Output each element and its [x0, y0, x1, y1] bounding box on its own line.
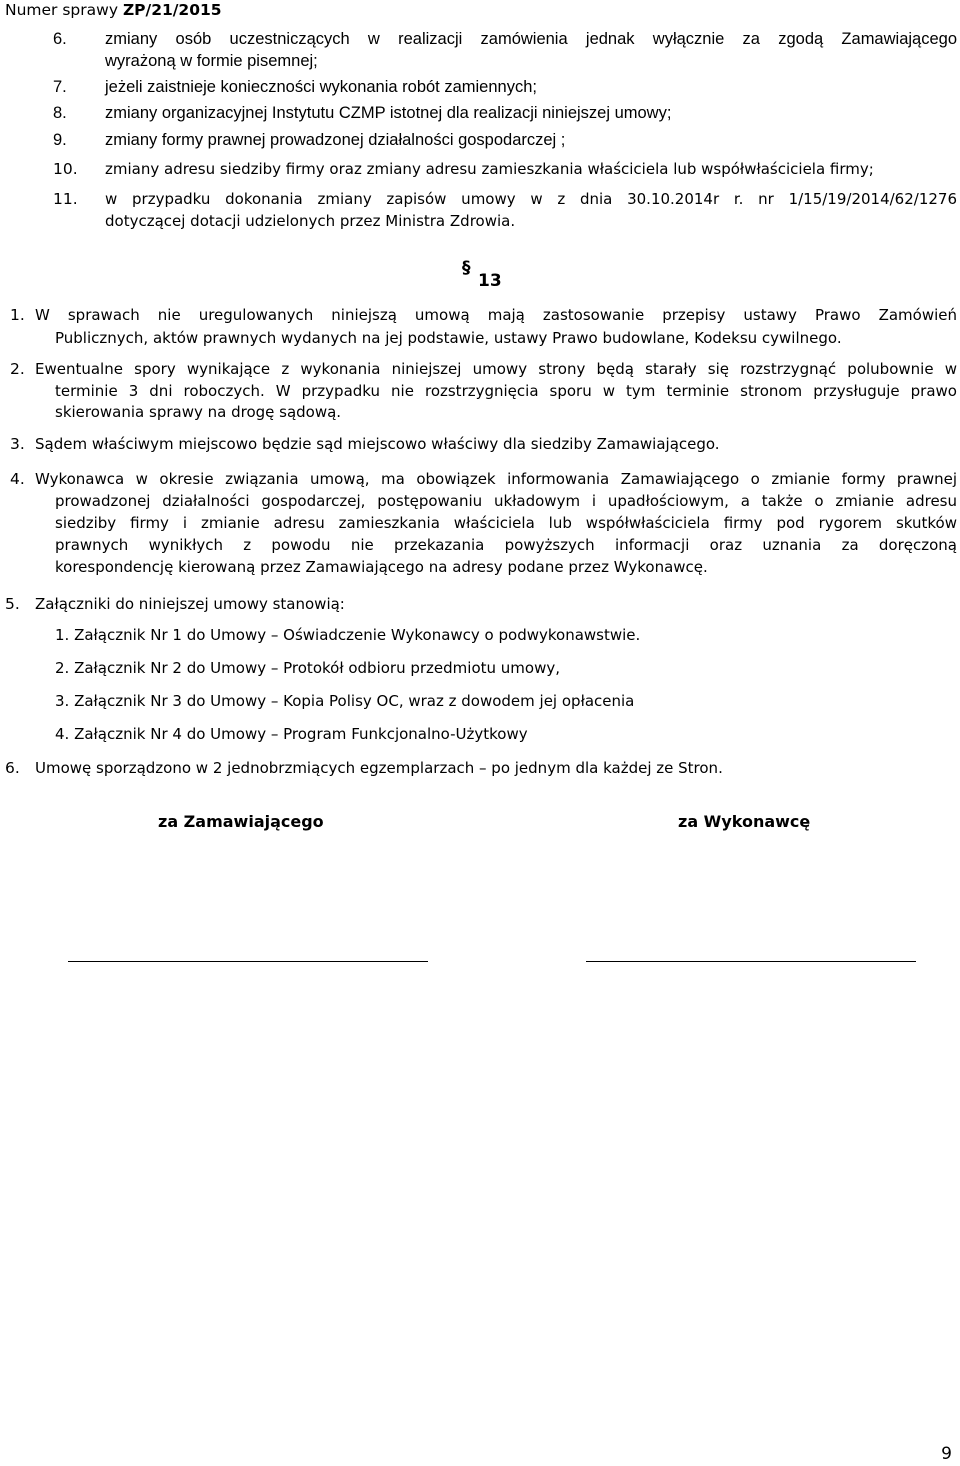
paragraph-text: Umowę sporządzono w 2 jednobrzmiących egzemplarzach – po jednym dla każdej ze Stron.	[35, 759, 723, 777]
list-item-text: zmiany organizacyjnej Instytutu CZMP istotnej dla realizacji niniejszej umowy;	[105, 104, 672, 122]
paragraph-text: skierowania sprawy na drogę sądową.	[55, 403, 342, 421]
list-item-text: zmiany formy prawnej prowadzonej działalności gospodarczej ;	[105, 131, 566, 149]
attachment-item: 2. Załącznik Nr 2 do Umowy – Protokół odbioru przedmiotu umowy,	[55, 659, 560, 677]
paragraph-number: 4.	[10, 470, 25, 488]
attachment-item: 1. Załącznik Nr 1 do Umowy – Oświadczenie Wykonawcy o podwykonawstwie.	[55, 626, 641, 644]
paragraph-text: prawnych wynikłych z powodu nie przekazania powyższych informacji oraz uznania za doręczoną	[55, 536, 957, 554]
paragraph-text: W sprawach nie uregulowanych niniejszą umową mają zastosowanie przepisy ustawy Prawo Zamówień	[35, 306, 957, 324]
list-item-number: 10.	[53, 160, 78, 178]
list-item-number: 8.	[53, 104, 67, 122]
list-item-text: zmiany adresu siedziby firmy oraz zmiany adresu zamieszkania właściciela lub współwłaściciela firmy;	[105, 160, 874, 178]
paragraph-text: Wykonawca w okresie związania umową, ma obowiązek informowania Zamawiającego o zmianie formy prawnej	[35, 470, 957, 488]
paragraph-text: Załączniki do niniejszej umowy stanowią:	[35, 595, 345, 613]
paragraph-number: 2.	[10, 360, 25, 378]
paragraph-text: siedziby firmy i zmianie adresu zamieszkania właściciela lub współwłaściciela firmy pod rygorem skutków	[55, 514, 957, 532]
signature-label-contractor: za Wykonawcę	[678, 812, 811, 831]
section-heading	[462, 258, 502, 292]
paragraph-text: terminie 3 dni roboczych. W przypadku nie rozstrzygnięcia sporu w tym terminie stronom przysługuje prawo	[55, 382, 957, 400]
paragraph-number: 6.	[5, 759, 20, 777]
paragraph-text: Ewentualne spory wynikające z wykonania niniejszej umowy strony będą starały się rozstrzygnąć polubownie w	[35, 360, 957, 378]
signature-line-left	[68, 961, 428, 962]
section-symbol: §	[462, 258, 471, 278]
list-item-text: zmiany osób uczestniczących w realizacji zamówienia jednak wyłącznie za zgodą Zamawiającego	[105, 30, 957, 48]
paragraph-text: korespondencję kierowaną przez Zamawiającego na adresy podane przez Wykonawcę.	[55, 558, 708, 576]
signature-label-orderer: za Zamawiającego	[158, 812, 324, 831]
page-number: 9	[941, 1444, 952, 1464]
paragraph-number: 3.	[10, 435, 25, 453]
list-item-text: jeżeli zaistnieje konieczności wykonania robót zamiennych;	[105, 78, 537, 96]
section-number: 13	[478, 271, 502, 291]
document-header	[5, 0, 222, 20]
case-number: ZP/21/2015	[122, 1, 222, 19]
paragraph-text: Publicznych, aktów prawnych wydanych na jej podstawie, ustawy Prawo budowlane, Kodeksu cywilnego.	[55, 329, 842, 347]
list-item-number: 7.	[53, 78, 67, 96]
list-item-number: 11.	[53, 190, 78, 208]
case-number-label: Numer sprawy	[5, 1, 118, 19]
list-item-text: wyrażoną w formie pisemnej;	[105, 52, 318, 70]
attachment-item: 4. Załącznik Nr 4 do Umowy – Program Funkcjonalno-Użytkowy	[55, 725, 528, 743]
list-item-number: 9.	[53, 131, 67, 149]
list-item-text: w przypadku dokonania zmiany zapisów umowy w z dnia 30.10.2014r r. nr 1/15/19/2014/62/1276	[105, 190, 957, 208]
attachment-item: 3. Załącznik Nr 3 do Umowy – Kopia Polisy OC, wraz z dowodem jej opłacenia	[55, 692, 635, 710]
list-item-text: dotyczącej dotacji udzielonych przez Ministra Zdrowia.	[105, 212, 516, 230]
paragraph-number: 1.	[10, 306, 25, 324]
paragraph-number: 5.	[5, 595, 20, 613]
paragraph-text: prowadzonej działalności gospodarczej, postępowaniu układowym i upadłościowym, a także o zmianie adresu	[55, 492, 957, 510]
list-item-number: 6.	[53, 30, 67, 48]
paragraph-text: Sądem właściwym miejscowo będzie sąd miejscowo właściwy dla siedziby Zamawiającego.	[35, 435, 720, 453]
signature-line-right	[586, 961, 916, 962]
